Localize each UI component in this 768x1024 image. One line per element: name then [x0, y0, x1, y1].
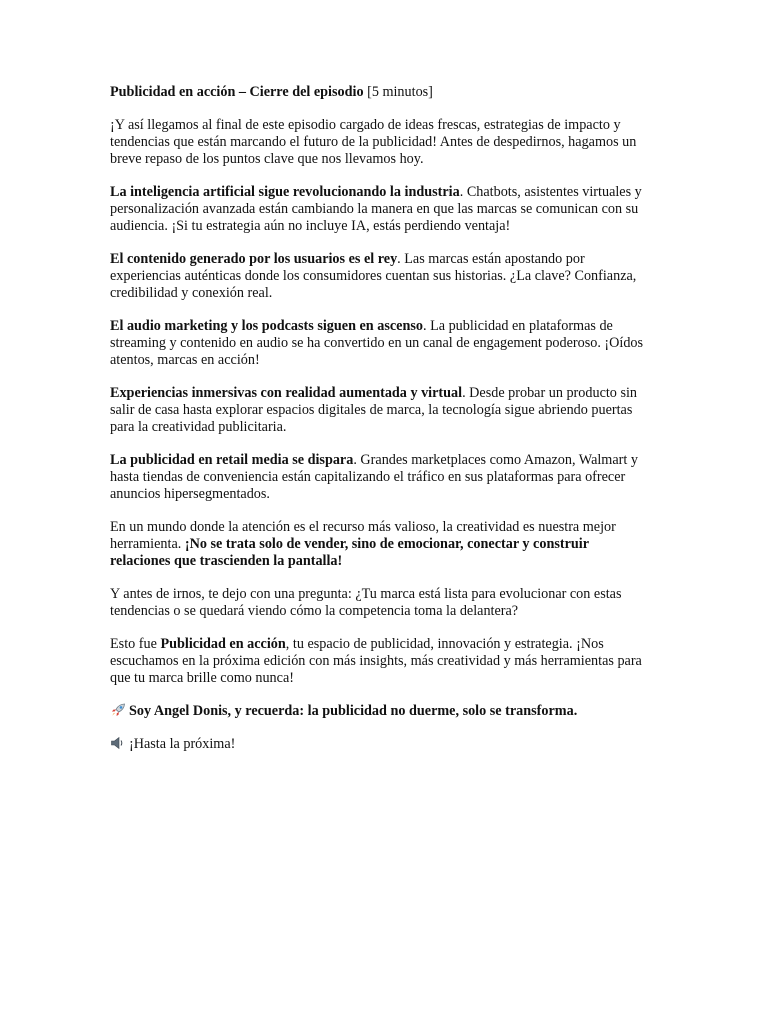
speaker-icon	[110, 736, 126, 750]
point-heading: El audio marketing y los podcasts siguen en ascenso	[110, 318, 423, 334]
point-text: . La publicidad en plataformas de streaming y contenido en audio se ha convertido en un canal de engagement poderoso. ¡Oídos atentos, marcas en acción!	[110, 318, 644, 368]
point-text: . Desde probar un producto sin salir de casa hasta explorar espacios digitales de marca, la tecnología sigue abriendo puertas para la creatividad publicitaria.	[110, 385, 638, 435]
point-text: . Chatbots, asistentes virtuales y personalización avanzada están cambiando la manera en que las marcas se comunican con su audiencia. ¡Si tu estrategia aún no incluye IA, estás perdiendo ventaja!	[110, 184, 642, 234]
point-heading: El contenido generado por los usuarios es el rey	[110, 251, 398, 267]
document-page	[110, 84, 652, 769]
signature-paragraph	[110, 703, 652, 720]
point-text: . Las marcas están apostando por experiencias auténticas donde los consumidores cuentan sus historias. ¿La clave? Confianza, credibilidad y conexión real.	[110, 251, 637, 301]
point-heading: Experiencias inmersivas con realidad aumentada y virtual	[110, 385, 463, 401]
point-heading: La inteligencia artificial sigue revolucionando la industria	[110, 184, 460, 200]
closing-text: En un mundo donde la atención es el recurso más valioso, la creatividad es nuestra mejor herramienta.	[110, 519, 616, 552]
outro-show-name: Publicidad en acción	[160, 636, 286, 652]
point-text: . Grandes marketplaces como Amazon, Walmart y hasta tiendas de conveniencia están capitalizando el tráfico en sus plataformas para ofrecer anuncios hipersegmentados.	[110, 452, 638, 502]
signature-text: Soy Angel Donis, y recuerda: la publicidad no duerme, solo se transforma.	[129, 703, 578, 719]
title-bold: Publicidad en acción – Cierre del episodio	[110, 84, 364, 100]
question-paragraph: Y antes de irnos, te dejo con una pregunta: ¿Tu marca está lista para evolucionar con estas tendencias o se quedará viendo cómo la competencia toma la delantera?	[110, 586, 622, 619]
outro-after: , tu espacio de publicidad, innovación y estrategia. ¡Nos escuchamos en la próxima edición con más insights, más creatividad y más herramientas para que tu marca brille como nunca!	[110, 636, 642, 686]
point-heading: La publicidad en retail media se dispara	[110, 452, 354, 468]
document-title	[110, 84, 652, 101]
closing-bold: ¡No se trata solo de vender, sino de emocionar, conectar y construir relaciones que trascienden la pantalla!	[110, 536, 589, 569]
outro-before: Esto fue	[110, 636, 161, 652]
point-paragraph-1	[110, 184, 652, 235]
farewell-paragraph	[110, 736, 652, 753]
point-paragraph-5	[110, 452, 652, 503]
point-paragraph-4	[110, 385, 652, 436]
point-paragraph-2	[110, 251, 652, 302]
rocket-icon	[110, 703, 126, 717]
title-duration: [5 minutos]	[363, 84, 433, 100]
farewell-text: ¡Hasta la próxima!	[129, 736, 236, 752]
outro-paragraph	[110, 636, 652, 687]
closing-paragraph	[110, 519, 652, 570]
point-paragraph-3	[110, 318, 652, 369]
intro-paragraph: ¡Y así llegamos al final de este episodio cargado de ideas frescas, estrategias de impacto y tendencias que están marcando el futuro de la publicidad! Antes de despedirnos, hagamos un breve repaso de los puntos clave que nos llevamos hoy.	[110, 117, 637, 167]
